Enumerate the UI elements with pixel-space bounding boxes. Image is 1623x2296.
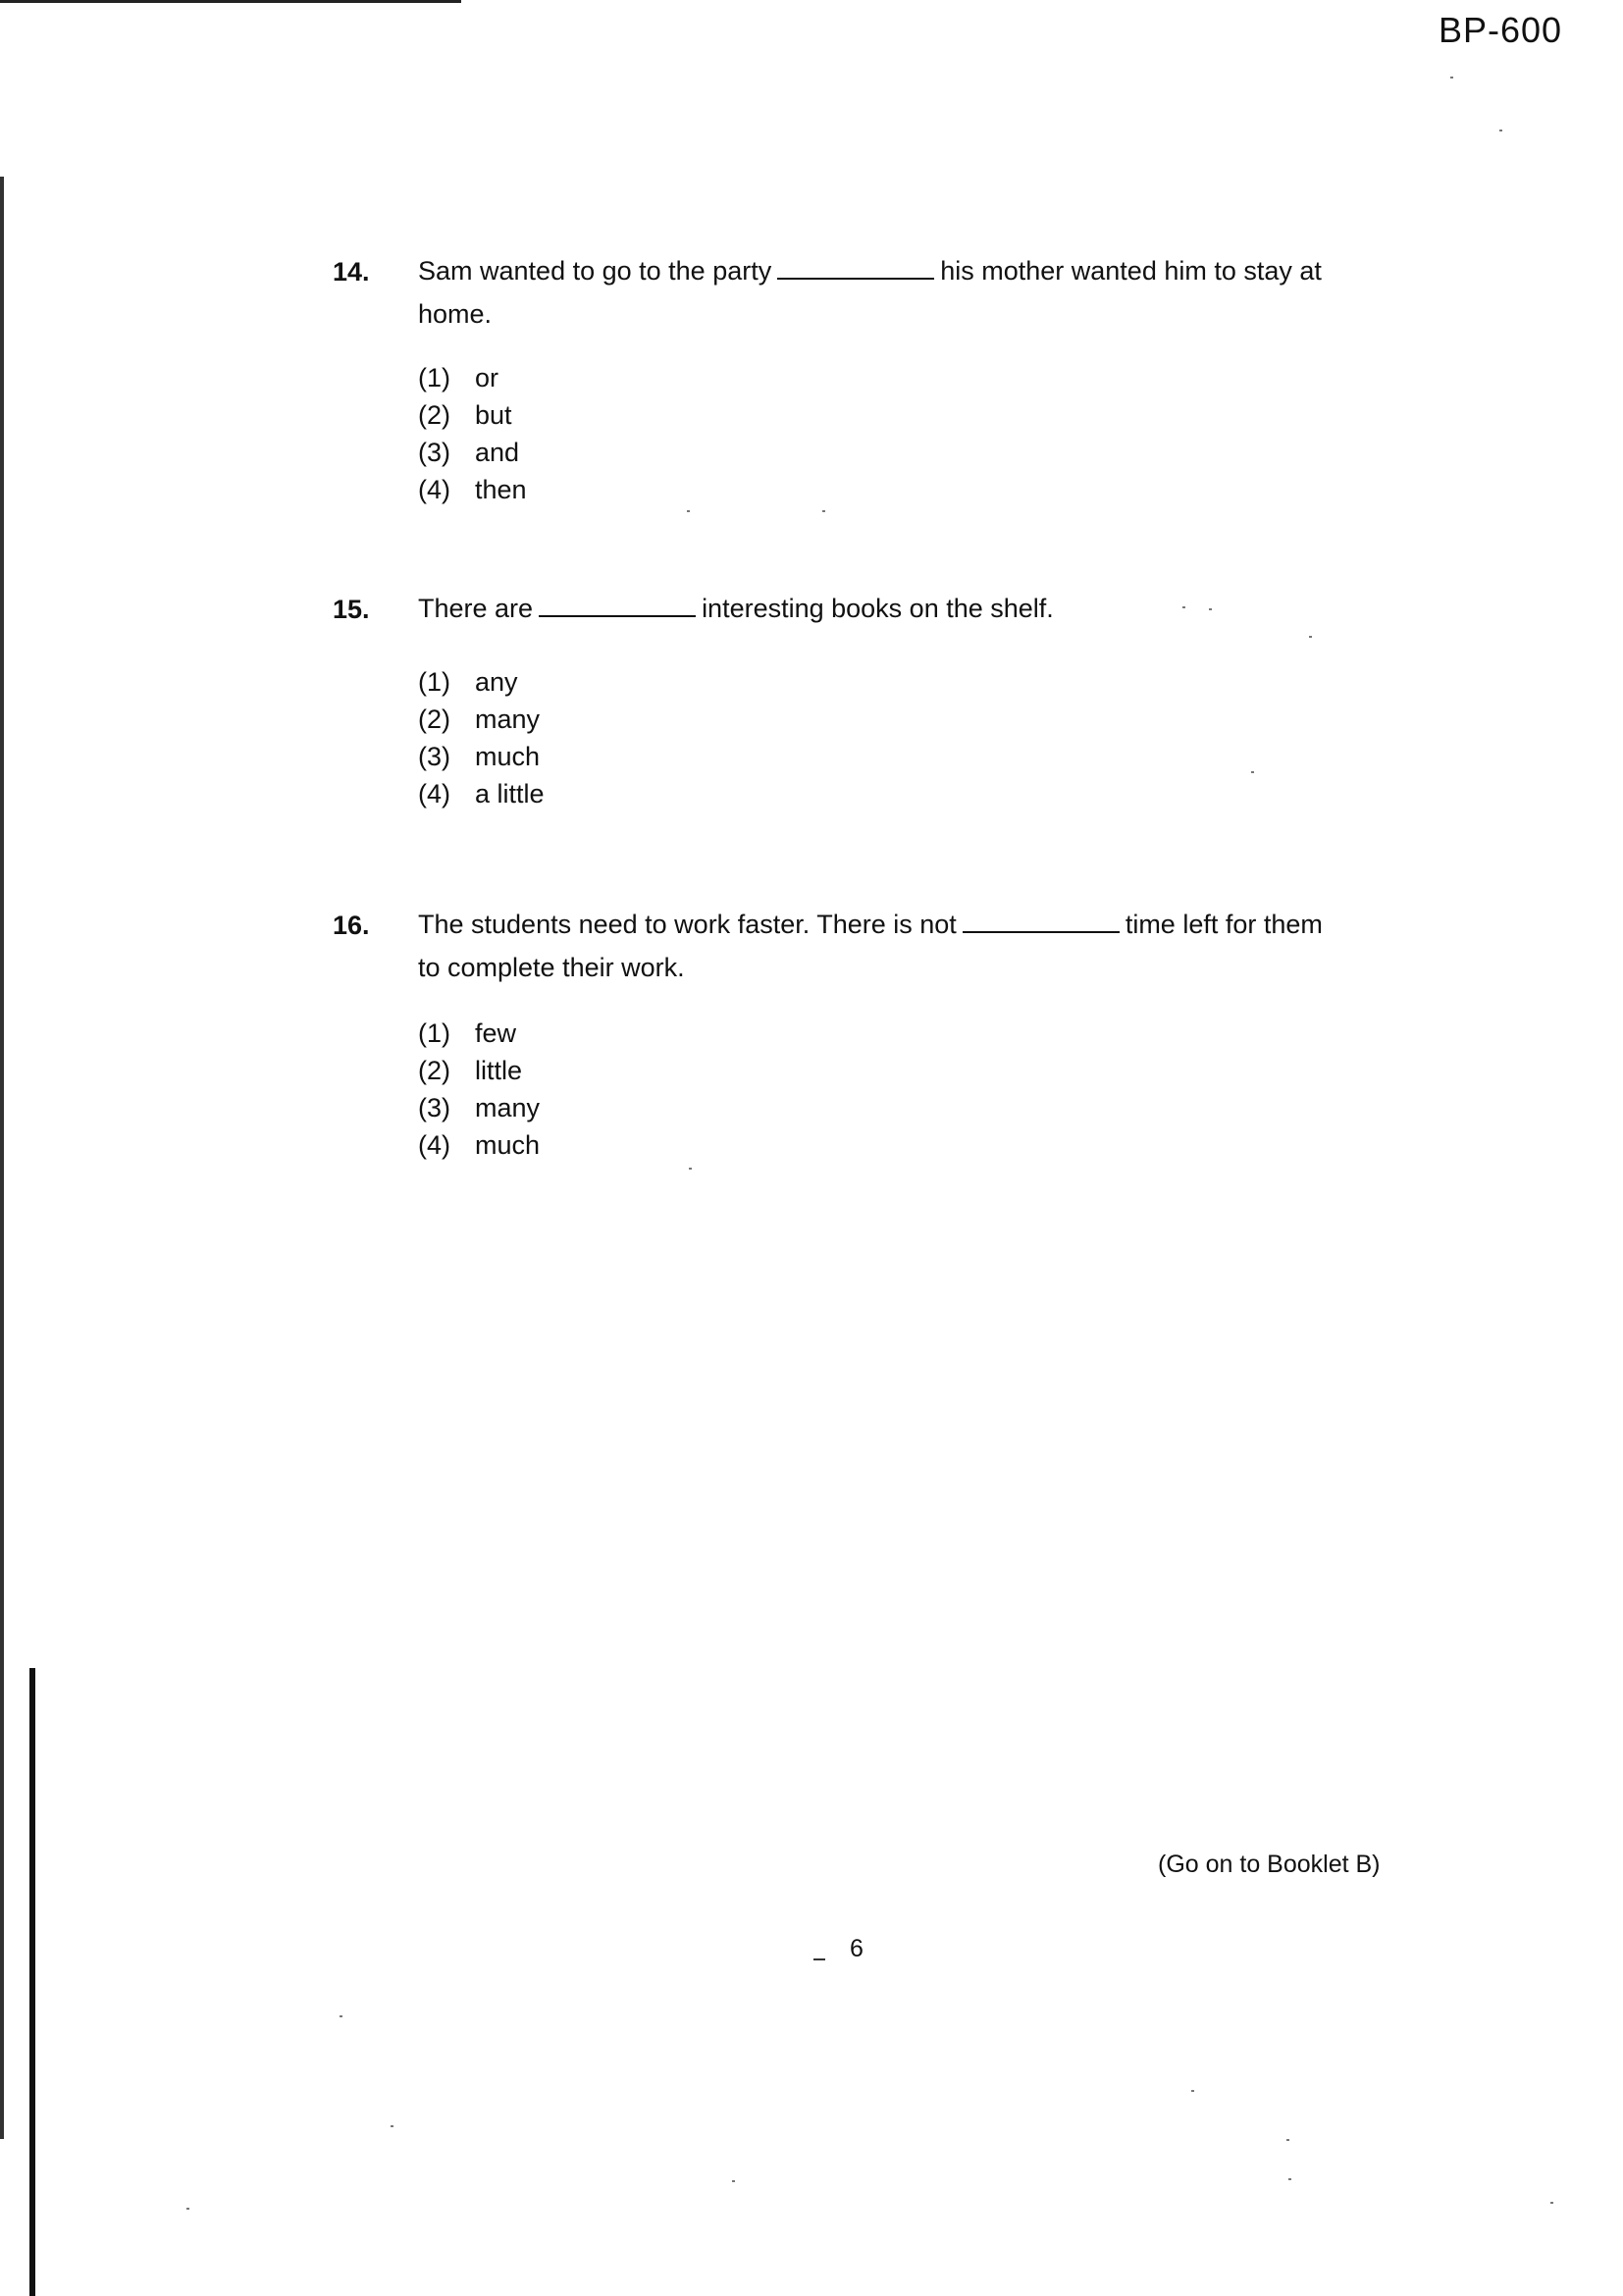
answer-option[interactable] <box>418 663 545 701</box>
answer-option[interactable] <box>418 471 527 508</box>
answer-option[interactable] <box>418 1089 540 1126</box>
answer-blank <box>539 594 696 617</box>
answer-option[interactable] <box>418 701 545 738</box>
answer-option[interactable] <box>418 359 527 396</box>
scan-speck <box>186 2208 189 2210</box>
question-text <box>418 249 1380 336</box>
question-line <box>418 903 1380 946</box>
option-label: little <box>475 1056 523 1085</box>
scan-speck <box>1499 130 1502 131</box>
scan-speck <box>1450 77 1453 78</box>
footer-note: (Go on to Booklet B) <box>1158 1851 1381 1878</box>
scan-speck <box>687 510 690 512</box>
question-text <box>418 587 1380 630</box>
option-number: (3) <box>418 742 450 771</box>
scan-speck <box>1286 2139 1289 2141</box>
scan-margin-bar <box>29 1668 35 2296</box>
option-label: many <box>475 1093 541 1122</box>
option-number: (2) <box>418 704 450 734</box>
answer-options <box>418 663 545 812</box>
answer-option[interactable] <box>418 1015 540 1052</box>
scan-speck <box>1550 2202 1553 2204</box>
answer-option[interactable] <box>418 775 545 812</box>
answer-blank <box>963 910 1120 933</box>
option-label: much <box>475 742 541 771</box>
scan-speck <box>689 1168 692 1170</box>
option-label: few <box>475 1018 517 1048</box>
option-number: (2) <box>418 400 450 430</box>
option-number: (3) <box>418 438 450 467</box>
answer-options <box>418 359 527 508</box>
scan-speck <box>1182 606 1185 608</box>
option-label: much <box>475 1130 541 1160</box>
option-number: (1) <box>418 1018 450 1048</box>
question-line-2: to complete their work. <box>418 953 685 982</box>
question-text-before: The students need to work faster. There is not <box>418 910 957 939</box>
scan-speck <box>391 2125 393 2127</box>
question-text-after: time left for them <box>1125 910 1323 939</box>
answer-option[interactable] <box>418 1126 540 1164</box>
scan-speck <box>822 510 825 512</box>
question-number: 16. <box>333 911 370 940</box>
scan-speck <box>1251 771 1254 773</box>
scan-margin-line <box>0 177 4 2139</box>
option-label: a little <box>475 779 545 809</box>
answer-option[interactable] <box>418 1052 540 1089</box>
option-label: and <box>475 438 520 467</box>
option-label: or <box>475 363 499 392</box>
option-number: (4) <box>418 779 450 809</box>
answer-option[interactable] <box>418 738 545 775</box>
question-text-before: There are <box>418 594 534 623</box>
scan-speck <box>340 2015 342 2017</box>
question-text-after: his mother wanted him to stay at <box>940 256 1322 286</box>
page-number: 6 <box>850 1935 864 1962</box>
scan-speck <box>732 2180 735 2182</box>
question-line <box>418 249 1380 292</box>
option-number: (3) <box>418 1093 450 1122</box>
option-label: many <box>475 704 541 734</box>
scan-speck <box>1288 2178 1291 2180</box>
question-line-2: home. <box>418 299 493 329</box>
scan-speck <box>1191 2090 1194 2092</box>
option-number: (4) <box>418 475 450 504</box>
scan-speck <box>1309 636 1312 638</box>
document-code: BP-600 <box>1439 10 1563 50</box>
question-text <box>418 903 1380 989</box>
question-text-after: interesting books on the shelf. <box>702 594 1054 623</box>
option-number: (2) <box>418 1056 450 1085</box>
answer-blank <box>777 256 934 280</box>
answer-option[interactable] <box>418 434 527 471</box>
page-number-dash <box>813 1958 825 1960</box>
answer-options <box>418 1015 540 1164</box>
question-number: 14. <box>333 257 370 287</box>
option-number: (1) <box>418 363 450 392</box>
answer-option[interactable] <box>418 396 527 434</box>
question-line <box>418 587 1380 630</box>
option-label: then <box>475 475 527 504</box>
top-rule <box>0 0 461 3</box>
scan-speck <box>1209 608 1212 610</box>
question-number: 15. <box>333 595 370 624</box>
question-text-before: Sam wanted to go to the party <box>418 256 772 286</box>
option-number: (4) <box>418 1130 450 1160</box>
option-label: but <box>475 400 512 430</box>
option-label: any <box>475 667 518 697</box>
option-number: (1) <box>418 667 450 697</box>
